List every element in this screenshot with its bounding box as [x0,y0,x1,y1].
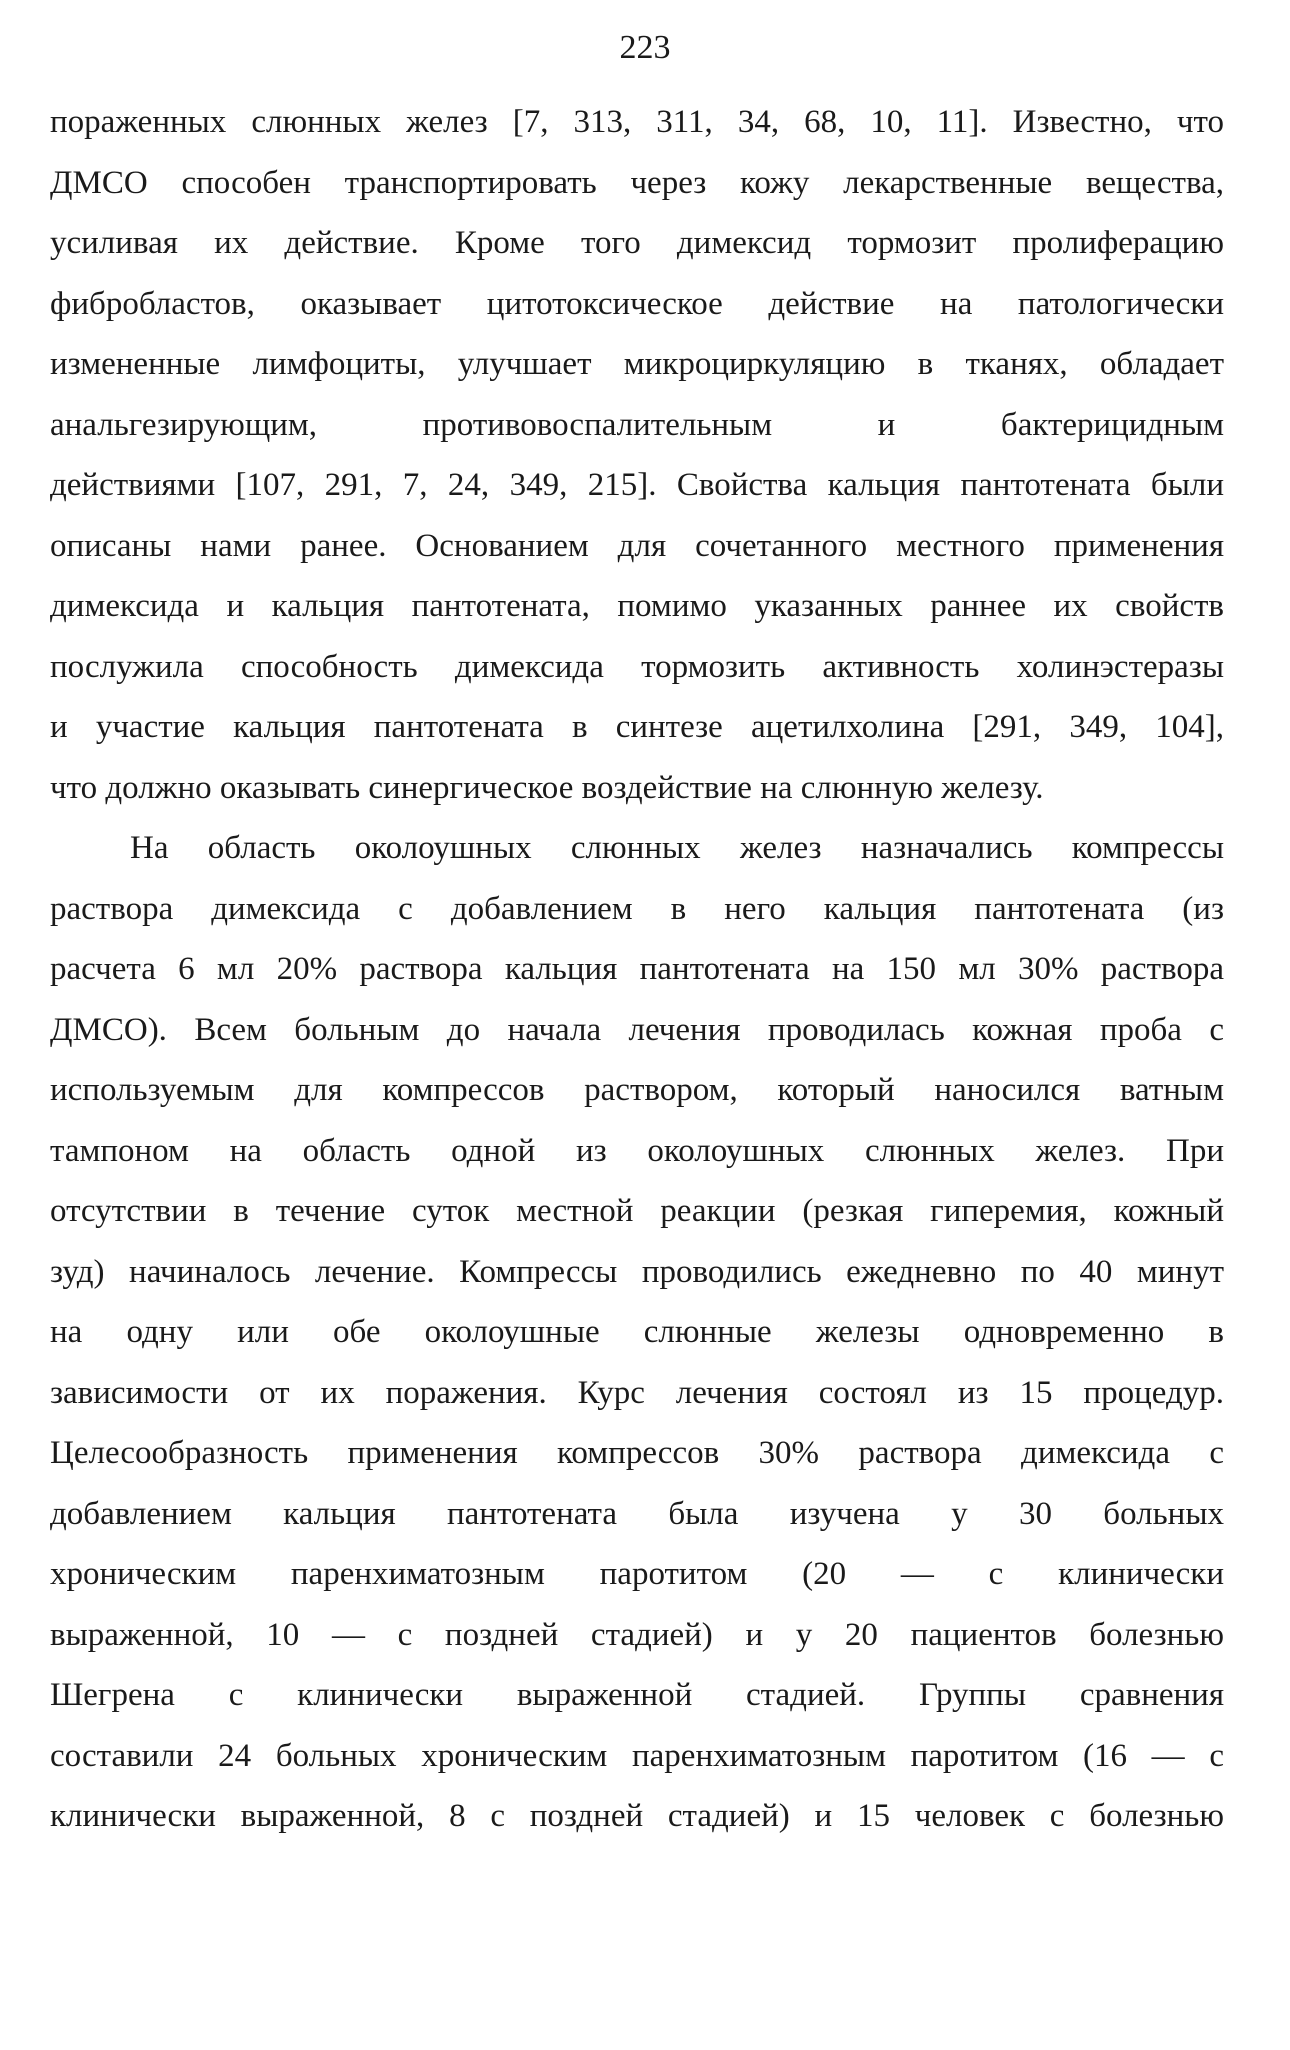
text-line: тампоном на область одной из околоушных слюнных желез. При [50,1132,1224,1169]
text-line: зависимости от их поражения. Курс лечения состоял из 15 процедур. [50,1374,1224,1411]
text-line: анальгезирующим, противовоспалительным и бактерицидным [50,406,1224,443]
text-line: хроническим паренхиматозным паротитом (20 — с клинически [50,1556,1224,1592]
text-line: расчета 6 мл 20% раствора кальция пантотената на 150 мл 30% раствора [50,951,1224,987]
text-line: измененные лимфоциты, улучшает микроциркуляцию в тканях, обладает [50,346,1224,382]
text-line: выраженной, 10 — с поздней стадией) и у 20 пациентов болезнью [50,1616,1224,1653]
page-number: 223 [619,29,671,66]
body-text [50,92,1224,1847]
text-line: составили 24 больных хроническим паренхиматозным паротитом (16 — с [50,1737,1224,1774]
text-line: Целесообразность применения компрессов 30% раствора димексида с [50,1435,1224,1471]
text-line: действиями [107, 291, 7, 24, 349, 215]. Свойства кальция пантотената были [50,467,1224,503]
text-line: раствора димексида с добавлением в него кальция пантотената (из [50,890,1224,927]
text-line: фибробластов, оказывает цитотоксическое действие на патологически [50,285,1224,322]
text-line: клинически выраженной, 8 с поздней стадией) и 15 человек с болезнью [50,1798,1224,1834]
text-line: На область околоушных слюнных желез назначались компрессы [130,830,1224,866]
text-line: зуд) начиналось лечение. Компрессы проводились ежедневно по 40 минут [50,1253,1224,1290]
text-line: послужила способность димексида тормозить активность холинэстеразы [50,648,1224,685]
text-line: ДМСО). Всем больным до начала лечения проводилась кожная проба с [50,1011,1224,1048]
text-line: димексида и кальция пантотената, помимо указанных раннее их свойств [50,588,1224,624]
text-line: ДМСО способен транспортировать через кожу лекарственные вещества, [50,164,1224,201]
text-line: на одну или обе околоушные слюнные железы одновременно в [50,1314,1224,1350]
text-line: описаны нами ранее. Основанием для сочетанного местного применения [50,527,1224,564]
text-line: и участие кальция пантотената в синтезе ацетилхолина [291, 349, 104], [50,709,1224,745]
text-line: отсутствии в течение суток местной реакции (резкая гиперемия, кожный [50,1193,1224,1229]
text-line: Шегрена с клинически выраженной стадией. Группы сравнения [50,1677,1224,1713]
text-line: пораженных слюнных желез [7, 313, 311, 34, 68, 10, 11]. Известно, что [50,104,1224,140]
text-line: усиливая их действие. Кроме того димексид тормозит пролиферацию [50,225,1224,261]
text-line: добавлением кальция пантотената была изучена у 30 больных [50,1495,1224,1532]
text-line: используемым для компрессов раствором, который наносился ватным [50,1072,1224,1108]
text-line: что должно оказывать синергическое воздействие на слюнную железу. [50,769,1044,806]
